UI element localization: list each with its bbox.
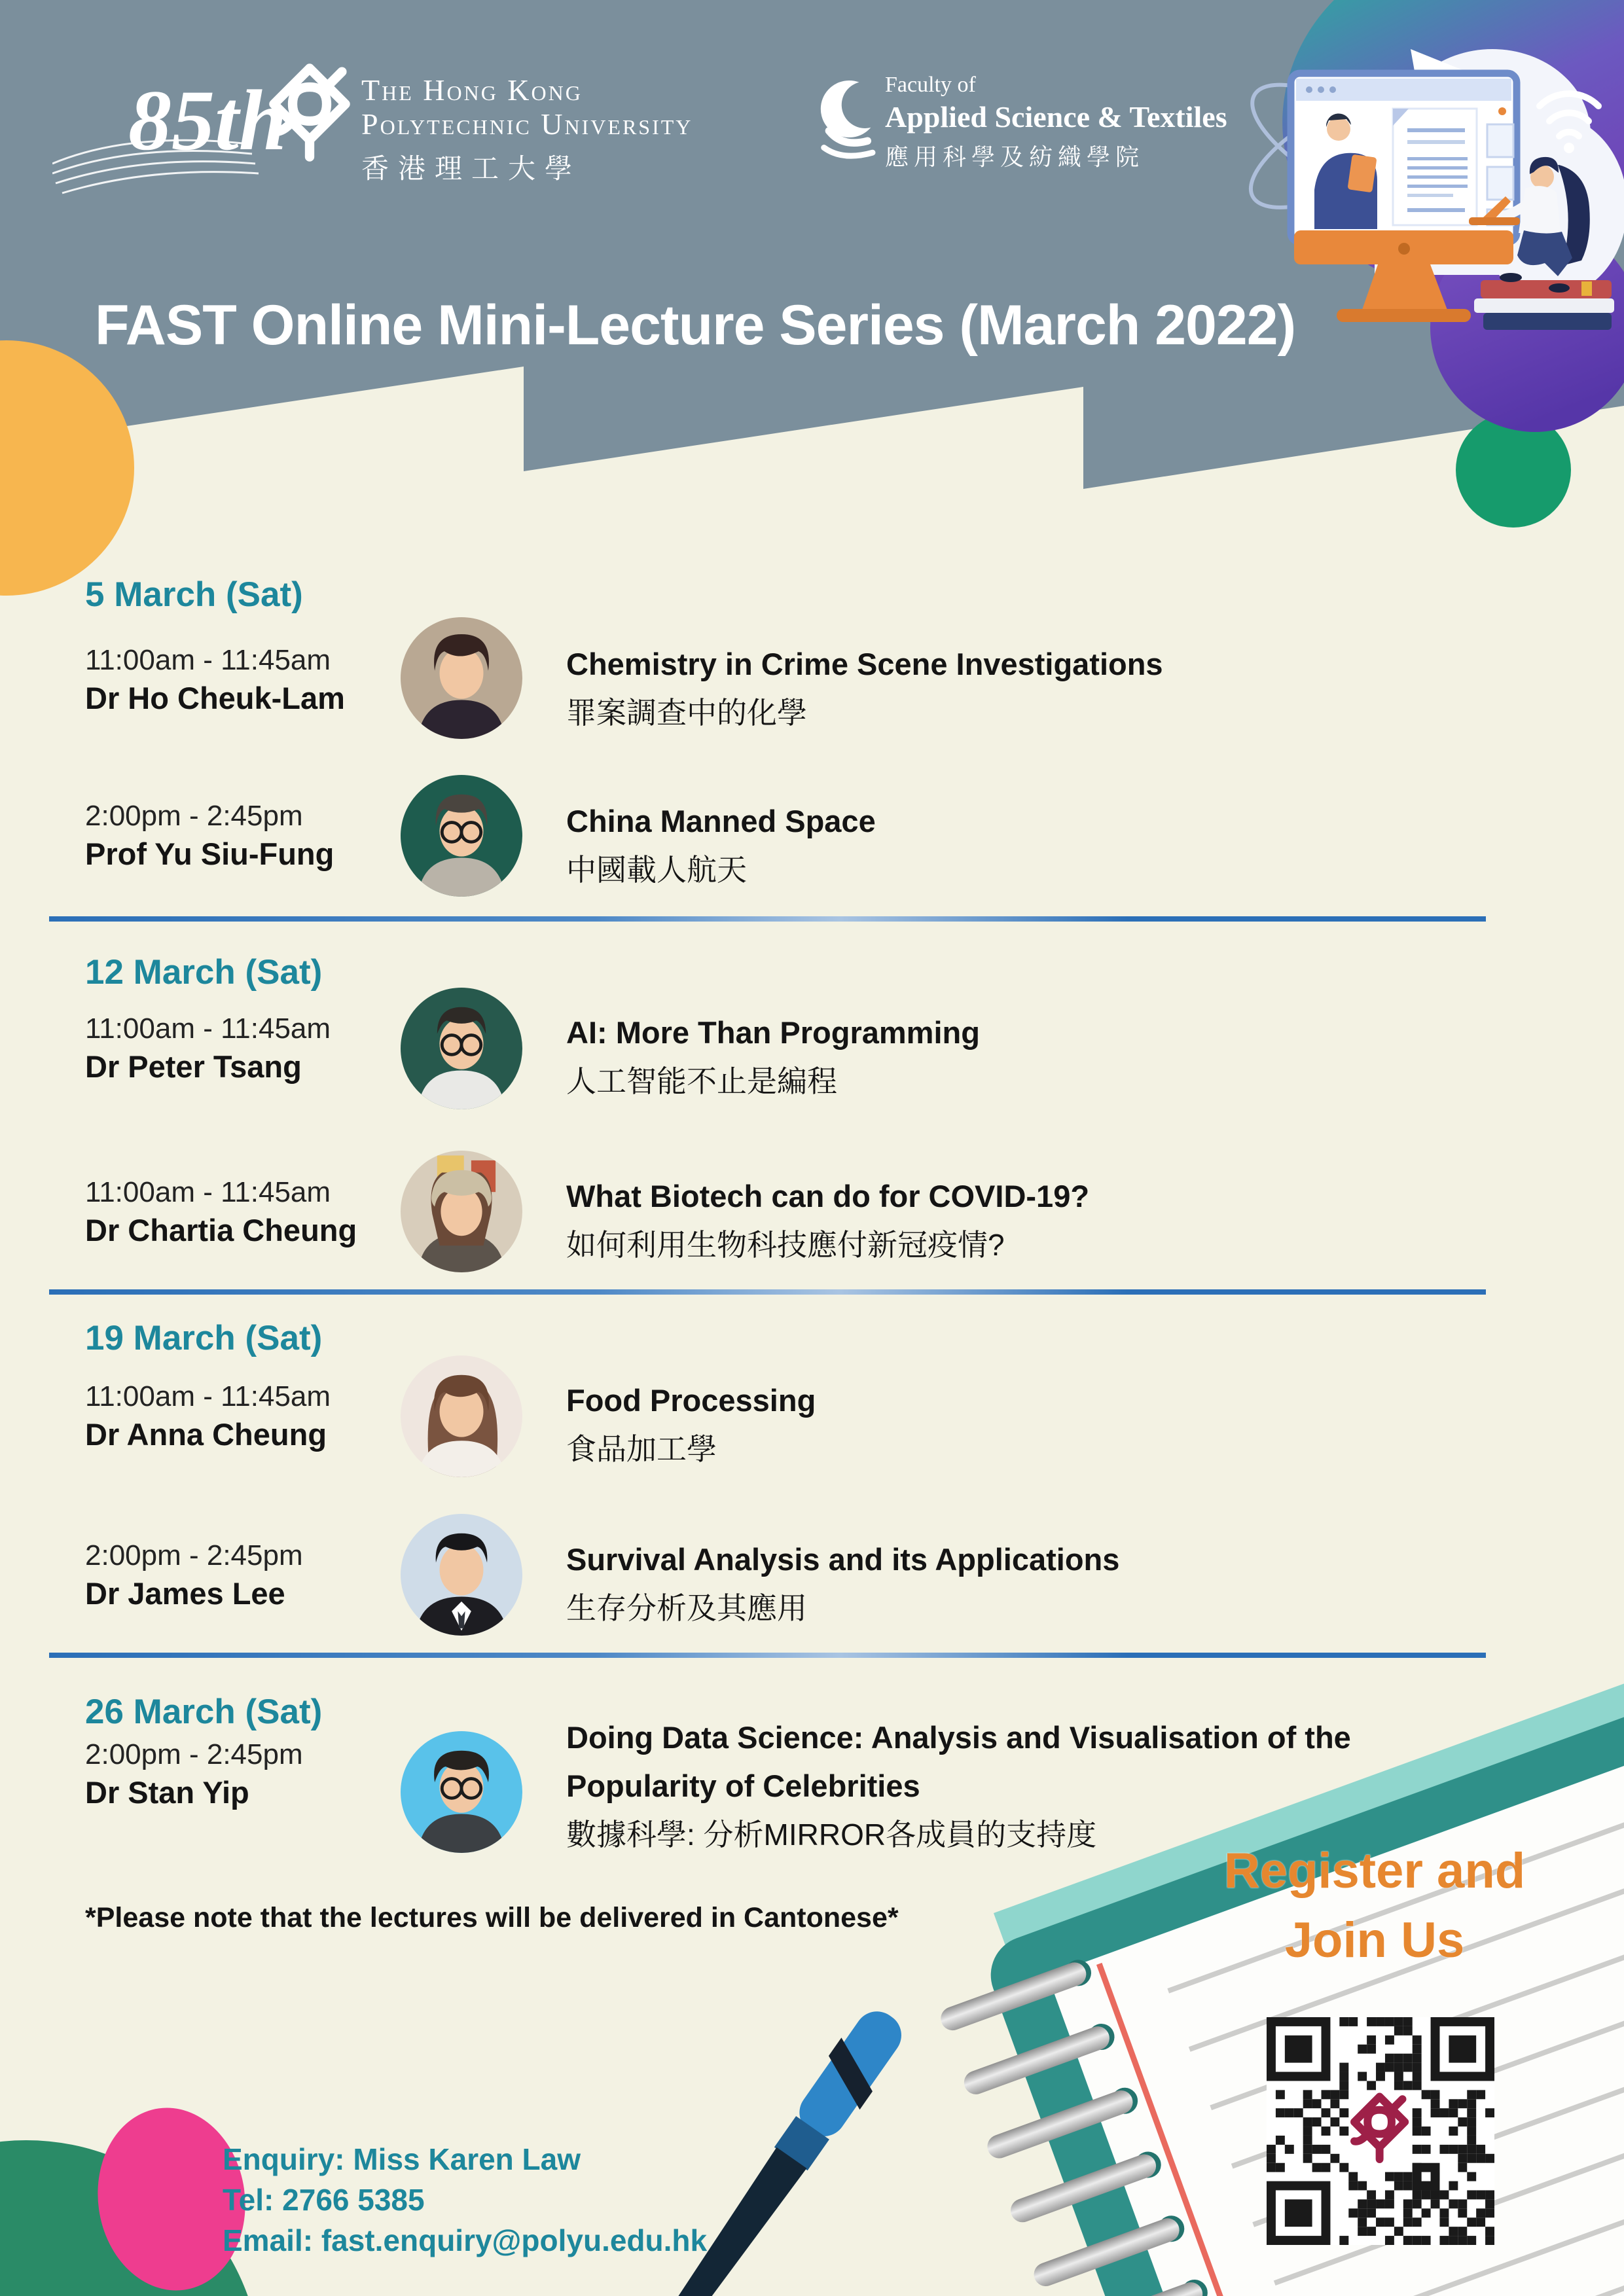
contact-tel: Tel: 2766 5385 <box>223 2183 425 2217</box>
avatar-dr-stan-yip <box>401 1731 522 1853</box>
register-call-to-action <box>1132 1837 1617 1975</box>
contact-block <box>223 2139 707 2261</box>
session-title-zh: 人工智能不止是編程 <box>566 1064 837 1098</box>
session-title <box>566 640 1163 737</box>
session-time: 2:00pm - 2:45pm <box>85 1539 303 1571</box>
date-heading-5-march: 5 March (Sat) <box>85 575 303 614</box>
session-time: 2:00pm - 2:45pm <box>85 1738 303 1770</box>
avatar-dr-peter-tsang <box>401 988 522 1109</box>
session-title-zh: 如何利用生物科技應付新冠疫情? <box>566 1228 1005 1262</box>
session-time: 11:00am - 11:45am <box>85 644 331 676</box>
register-line2: Join Us <box>1284 1912 1465 1968</box>
section-divider <box>49 916 1486 922</box>
poster-title: FAST Online Mini-Lecture Series (March 2022) <box>95 294 1296 357</box>
university-name-line1: The Hong Kong <box>361 73 583 107</box>
university-name-line2: Polytechnic University <box>361 107 693 141</box>
university-name <box>361 73 693 187</box>
session-title-en: Food Processing <box>566 1383 816 1418</box>
session-title-zh: 罪案調查中的化學 <box>566 696 807 730</box>
date-heading-26-march: 26 March (Sat) <box>85 1693 323 1731</box>
session-title <box>566 1535 1119 1632</box>
session-title-en: Doing Data Science: Analysis and Visualisation of the Popularity of Celebrities <box>566 1720 1351 1803</box>
avatar-prof-yu-siu-fung <box>401 775 522 897</box>
date-heading-12-march: 12 March (Sat) <box>85 953 323 992</box>
section-divider <box>49 1289 1486 1295</box>
session-time: 11:00am - 11:45am <box>85 1013 331 1045</box>
swoosh-lines-icon <box>52 118 262 203</box>
faculty-swirl-icon <box>812 77 880 161</box>
contact-enquiry: Enquiry: Miss Karen Law <box>223 2142 581 2176</box>
section-divider <box>49 1653 1486 1658</box>
session-title-en: Chemistry in Crime Scene Investigations <box>566 647 1163 681</box>
session-title-zh: 生存分析及其應用 <box>566 1591 807 1625</box>
session-slot <box>85 1010 399 1086</box>
session-time: 11:00am - 11:45am <box>85 1176 331 1208</box>
session-speaker: Prof Yu Siu-Fung <box>85 836 334 871</box>
faculty-name-line1: Faculty of <box>885 73 976 97</box>
session-speaker: Dr Chartia Cheung <box>85 1213 357 1247</box>
avatar-dr-ho-cheuk-lam <box>401 617 522 739</box>
anniversary-number: 85th <box>128 72 287 168</box>
session-title-zh: 中國載人航天 <box>566 853 747 887</box>
contact-email: Email: fast.enquiry@polyu.edu.hk <box>223 2223 708 2257</box>
session-slot <box>85 1537 399 1613</box>
session-slot <box>85 1174 399 1249</box>
avatar-dr-anna-cheung <box>401 1355 522 1477</box>
session-title-zh: 食品加工學 <box>566 1432 717 1466</box>
session-time: 2:00pm - 2:45pm <box>85 800 303 832</box>
faculty-name-chinese: 應用科學及紡織學院 <box>885 143 1145 170</box>
session-speaker: Dr Ho Cheuk-Lam <box>85 681 345 715</box>
session-slot <box>85 1378 399 1454</box>
register-line1: Register and <box>1223 1843 1526 1899</box>
session-title-en: AI: More Than Programming <box>566 1015 980 1050</box>
document-on-screen <box>1393 109 1477 225</box>
session-speaker: Dr Peter Tsang <box>85 1049 302 1084</box>
faculty-name <box>885 72 1227 172</box>
session-speaker: Dr James Lee <box>85 1576 285 1611</box>
session-title <box>566 1009 980 1105</box>
faculty-name-line2: Applied Science & Textiles <box>885 99 1227 134</box>
session-slot <box>85 641 399 717</box>
session-title <box>566 797 876 894</box>
session-speaker: Dr Stan Yip <box>85 1775 249 1810</box>
session-title-en: Survival Analysis and its Applications <box>566 1542 1120 1577</box>
avatar-dr-chartia-cheung <box>401 1151 522 1272</box>
cantonese-note: *Please note that the lectures will be delivered in Cantonese* <box>85 1902 899 1933</box>
polyu-knot-logo <box>267 60 352 165</box>
session-speaker: Dr Anna Cheung <box>85 1417 327 1452</box>
session-slot <box>85 1736 399 1812</box>
date-heading-19-march: 19 March (Sat) <box>85 1319 323 1357</box>
session-title <box>566 1172 1089 1269</box>
session-time: 11:00am - 11:45am <box>85 1380 331 1412</box>
registration-qr-code <box>1267 2017 1494 2245</box>
session-title <box>566 1376 816 1473</box>
session-title-en: What Biotech can do for COVID-19? <box>566 1179 1090 1213</box>
university-name-chinese: 香港理工大學 <box>361 154 582 185</box>
avatar-dr-james-lee <box>401 1514 522 1636</box>
session-title-en: China Manned Space <box>566 804 876 838</box>
session-title-zh: 數據科學: 分析MIRROR各成員的支持度 <box>566 1818 1097 1852</box>
session-slot <box>85 797 399 873</box>
